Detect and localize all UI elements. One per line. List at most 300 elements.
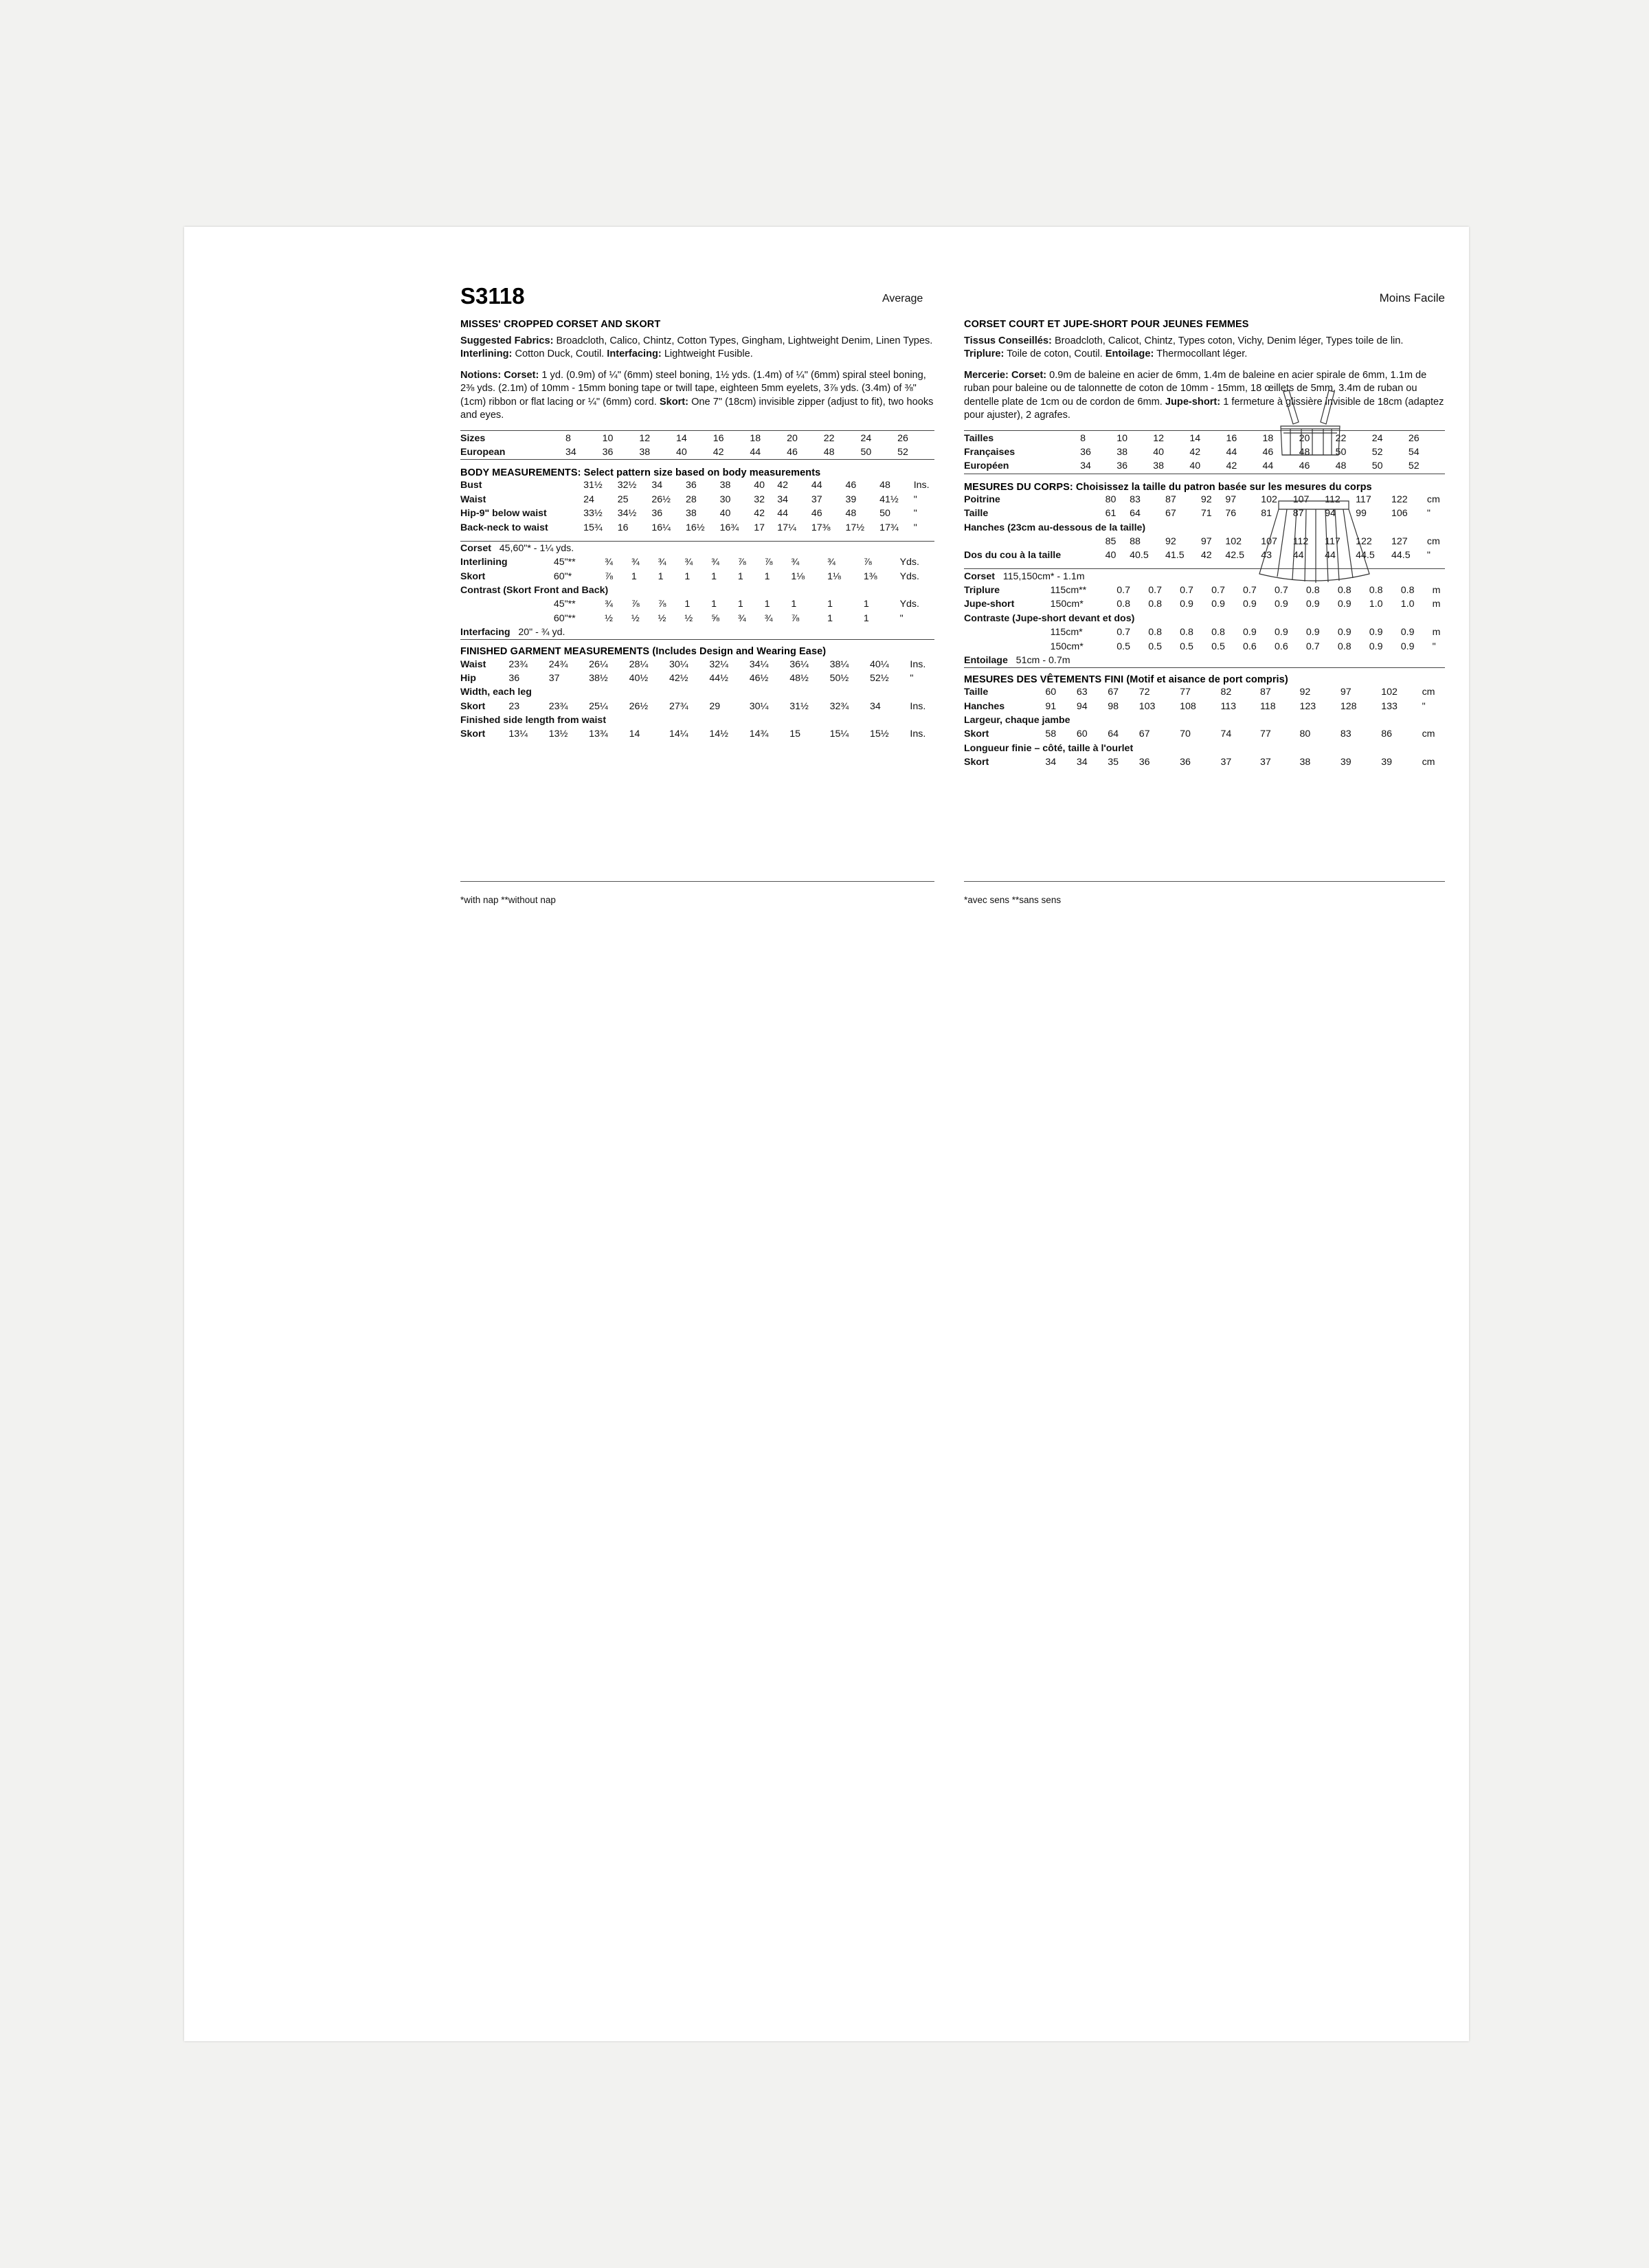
row-label	[964, 535, 1106, 548]
row-width: 60"**	[553, 612, 576, 624]
table-cell: 14¾	[749, 729, 769, 740]
table-row	[964, 727, 1445, 741]
table-cell: 43	[1261, 550, 1272, 562]
row-unit: m	[1432, 627, 1441, 638]
table-cell: 40½	[629, 672, 649, 684]
table-cell: 38	[1299, 757, 1311, 768]
table-cell: 16½	[685, 522, 705, 533]
row-label: Contraste (Jupe-short devant et dos)	[964, 612, 1135, 624]
table-row	[964, 625, 1445, 639]
table-cell: 44	[1325, 550, 1336, 562]
table-cell: 0.8	[1305, 585, 1320, 596]
table-cell: 8	[565, 432, 571, 444]
table-cell: 31½	[789, 700, 809, 712]
table-cell: 16¾	[719, 522, 739, 533]
table-cell: 99	[1356, 508, 1367, 520]
table-cell: 34	[1080, 460, 1091, 472]
table-cell: 18	[1262, 432, 1274, 444]
row-label: Waist	[460, 493, 486, 505]
row-width: 150cm*	[1050, 599, 1084, 610]
table-cell: 1	[684, 570, 691, 582]
table-cell: 35	[1108, 757, 1119, 768]
table-cell: 15¼	[829, 729, 849, 740]
row-unit: cm	[1422, 687, 1435, 698]
row-label: Skort	[964, 729, 989, 740]
table-cell: 0.8	[1337, 585, 1351, 596]
table-row	[460, 478, 934, 492]
table-row	[460, 520, 934, 534]
table-cell: 40	[719, 508, 731, 520]
table-cell: 13¼	[508, 729, 528, 740]
table-cell: 77	[1259, 729, 1271, 740]
table-cell: 52½	[870, 672, 889, 684]
table-cell: 0.9	[1243, 627, 1257, 638]
table-row	[460, 445, 934, 459]
table-cell: 12	[639, 432, 651, 444]
table-cell: ½	[631, 612, 640, 624]
table-cell: 1	[631, 570, 637, 582]
table-cell: 102	[1381, 687, 1398, 698]
table-cell: 34	[651, 480, 663, 491]
table-cell: 23	[508, 700, 520, 712]
table-cell: 0.9	[1305, 627, 1320, 638]
table-cell: ¾	[827, 557, 835, 568]
table-cell: 25	[617, 493, 629, 505]
table-cell: 1⅛	[827, 570, 841, 582]
table-cell: 50	[879, 508, 890, 520]
table-cell: 24¾	[548, 658, 568, 670]
left-footnote: *with nap **without nap	[460, 895, 556, 905]
row-label: Corset 45,60"* - 1¼ yds.	[460, 542, 574, 554]
table-cell: ¾	[684, 557, 693, 568]
table-cell: 36	[1180, 757, 1191, 768]
table-cell: 48	[1299, 447, 1310, 458]
table-cell: 64	[1130, 508, 1141, 520]
table-cell: 0.9	[1337, 599, 1351, 610]
table-cell: 34	[870, 700, 881, 712]
table-cell: 27¾	[669, 700, 688, 712]
table-cell: ½	[684, 612, 693, 624]
table-cell: 25¼	[589, 700, 608, 712]
table-cell: 18	[750, 432, 761, 444]
table-cell: 67	[1165, 508, 1176, 520]
table-cell: 85	[1105, 535, 1117, 547]
row-label: Skort	[964, 757, 989, 768]
row-unit: cm	[1422, 757, 1435, 768]
left-interlining-label: Interlining:	[460, 348, 513, 360]
table-cell: 0.6	[1274, 641, 1288, 652]
table-cell: 28¼	[629, 658, 649, 670]
table-cell: 97	[1225, 493, 1237, 505]
left-interlining-text: Cotton Duck, Coutil.	[512, 348, 607, 360]
table-cell: 41.5	[1165, 550, 1185, 562]
left-size-table	[460, 430, 934, 460]
left-notions-skort-label: Skort:	[659, 396, 689, 408]
left-notions-text: 1 yd. (0.9m) of ¼" (6mm) steel boning, 1½ yds. (1.4m) of ¼" (6mm) spiral steel boning, 2⅜ yds. (2.1m) of 10mm - 15mm boning tape or twill tape, eighteen 5mm eyelets, 3⅞ yds. (3.4m) of ⅜" (1cm) ribbon or flat lacing or ¼" (6mm) cord.	[460, 369, 926, 408]
row-label: Largeur, chaque jambe	[964, 715, 1070, 726]
table-cell: 133	[1381, 700, 1398, 712]
row-label: Tailles	[964, 432, 994, 444]
table-cell: 92	[1200, 493, 1212, 505]
table-cell: 31½	[583, 480, 603, 491]
table-cell: 107	[1292, 493, 1310, 505]
table-cell: 1	[764, 570, 770, 582]
row-label: Hanches	[964, 700, 1005, 712]
table-cell: 0.8	[1211, 627, 1225, 638]
table-cell: 16	[713, 432, 724, 444]
table-cell: ¾	[711, 557, 719, 568]
row-label: Corset 115,150cm* - 1.1m	[964, 570, 1085, 582]
table-cell: 20	[1299, 432, 1310, 444]
right-notions-skort-text: 1 fermeture à glissière invisible de 18cm (adaptez pour ajuster), 2 agrafes.	[964, 396, 1444, 421]
table-cell: 26	[1408, 432, 1420, 444]
table-cell: 0.6	[1243, 641, 1257, 652]
table-cell: 48	[845, 508, 857, 520]
table-cell: 39	[1381, 757, 1392, 768]
row-unit: "	[1426, 550, 1431, 562]
table-cell: 83	[1340, 729, 1351, 740]
table-cell: 22	[823, 432, 835, 444]
table-cell: 118	[1259, 700, 1276, 712]
table-cell: 0.8	[1117, 599, 1131, 610]
row-label: Taille	[964, 508, 989, 520]
row-unit: Ins.	[910, 658, 926, 670]
table-cell: 44.5	[1356, 550, 1375, 562]
table-cell: 12	[1153, 432, 1165, 444]
table-cell: 61	[1105, 508, 1117, 520]
table-cell: 42	[1189, 447, 1201, 458]
table-cell: 0.9	[1274, 599, 1288, 610]
table-cell: 0.8	[1337, 641, 1351, 652]
table-cell: 39	[845, 493, 857, 505]
table-cell: 36	[1117, 460, 1128, 472]
row-label: Sizes	[460, 432, 486, 444]
table-cell: 39	[1340, 757, 1351, 768]
table-cell: 37	[1259, 757, 1271, 768]
row-unit: Ins.	[913, 480, 930, 491]
table-cell: 46	[1299, 460, 1310, 472]
left-fabrics-text: Broadcloth, Calico, Chintz, Cotton Types, Gingham, Lightweight Denim, Linen Types.	[553, 335, 933, 346]
table-cell: 60	[1045, 687, 1057, 698]
table-cell: 20	[787, 432, 798, 444]
table-cell: 67	[1138, 729, 1150, 740]
table-row	[964, 685, 1445, 699]
table-cell: 94	[1076, 700, 1088, 712]
left-yardage-wrap	[460, 541, 934, 641]
table-cell: 46½	[749, 672, 769, 684]
table-cell: 34	[565, 447, 576, 458]
table-cell: 0.5	[1180, 641, 1193, 652]
table-cell: 42	[1226, 460, 1237, 472]
table-cell: 50	[1371, 460, 1383, 472]
table-cell: 38	[719, 480, 731, 491]
table-cell: 112	[1292, 535, 1309, 547]
left-finished-table	[460, 657, 934, 741]
table-cell: 40¼	[870, 658, 889, 670]
left-interfacing-text: Lightweight Fusible.	[661, 348, 753, 360]
left-notions-label: Notions: Corset:	[460, 369, 539, 381]
table-cell: 44	[777, 508, 788, 520]
table-cell: 50½	[829, 672, 849, 684]
table-cell: 16	[617, 522, 629, 533]
pattern-code: S3118	[460, 283, 525, 309]
table-cell: 71	[1200, 508, 1212, 520]
table-cell: 122	[1391, 493, 1408, 505]
row-unit: Yds.	[899, 557, 919, 568]
table-cell: 38½	[589, 672, 608, 684]
table-cell: 70	[1180, 729, 1191, 740]
row-label: Contrast (Skort Front and Back)	[460, 585, 609, 596]
table-cell: 36¼	[789, 658, 809, 670]
table-cell: 40	[1153, 447, 1165, 458]
table-cell: 97	[1200, 535, 1212, 547]
row-label: Longueur finie – côté, taille à l'ourlet	[964, 742, 1134, 754]
table-cell: 28	[685, 493, 697, 505]
table-cell: 108	[1180, 700, 1196, 712]
row-label: Poitrine	[964, 493, 1000, 505]
table-cell: 1	[711, 570, 717, 582]
table-cell: 24	[860, 432, 872, 444]
table-row	[460, 685, 934, 699]
table-cell: 48	[823, 447, 835, 458]
table-cell: 32½	[617, 480, 637, 491]
table-cell: 8	[1080, 432, 1086, 444]
table-row	[460, 713, 934, 727]
table-cell: ½	[658, 612, 666, 624]
table-cell: ¾	[605, 599, 613, 610]
right-notions-skort-label: Jupe-short:	[1165, 396, 1221, 408]
table-cell: 1	[658, 570, 664, 582]
table-cell: 42½	[669, 672, 688, 684]
table-cell: 42	[777, 480, 788, 491]
table-cell: 34	[777, 493, 788, 505]
table-cell: 41½	[879, 493, 899, 505]
table-cell: 1⅛	[791, 570, 805, 582]
table-cell: 1	[764, 599, 770, 610]
table-cell: 26¼	[589, 658, 608, 670]
table-cell: 52	[1408, 460, 1420, 472]
table-row	[460, 555, 934, 569]
table-cell: 36	[602, 447, 614, 458]
instruction-sheet	[184, 227, 1469, 2041]
right-notions-text: 0.9m de baleine en acier de 6mm, 1.4m de baleine en acier spirale de 6mm, 1.1m de ruban pour baleine ou de talonnette de coton de 10mm - 15mm, 18 œillets de 5mm, 3.4m de ruban ou dentelle plate de 1cm ou de cordon de 6mm.	[964, 369, 1427, 408]
table-cell: ⅞	[791, 612, 800, 624]
table-cell: 44	[1226, 447, 1237, 458]
table-cell: 30¼	[669, 658, 688, 670]
table-cell: 0.8	[1148, 627, 1162, 638]
row-unit: m	[1432, 585, 1441, 596]
row-unit: "	[913, 493, 917, 505]
table-cell: 16	[1226, 432, 1237, 444]
row-label: Skort	[460, 729, 486, 740]
table-cell: 15½	[870, 729, 889, 740]
table-cell: 42.5	[1225, 550, 1245, 562]
table-cell: ¾	[764, 612, 773, 624]
row-label: Interfacing 20" - ¾ yd.	[460, 627, 565, 638]
left-fabrics	[460, 335, 934, 362]
row-label: Skort	[460, 700, 486, 712]
divider	[460, 459, 934, 460]
table-row	[460, 431, 934, 445]
table-cell: 76	[1225, 508, 1237, 520]
table-cell: 42	[754, 508, 765, 520]
row-label: Waist	[460, 658, 486, 670]
corset-line-drawing	[1263, 386, 1393, 479]
table-row	[964, 597, 1445, 611]
table-cell: 112	[1325, 493, 1340, 505]
table-cell: 32	[754, 493, 765, 505]
table-row	[964, 742, 1445, 755]
table-cell: 38	[685, 508, 697, 520]
table-cell: 40.5	[1130, 550, 1149, 562]
table-cell: 48	[1335, 460, 1347, 472]
right-interlining-label: Triplure:	[964, 348, 1005, 360]
table-row	[964, 755, 1445, 769]
table-cell: 33½	[583, 508, 603, 520]
table-cell: 16¼	[651, 522, 671, 533]
table-cell: 24	[583, 493, 594, 505]
difficulty-en: Average	[882, 293, 923, 304]
table-cell: 98	[1108, 700, 1119, 712]
row-unit: "	[913, 508, 917, 520]
table-cell: 127	[1391, 535, 1408, 547]
table-cell: 40	[754, 480, 765, 491]
table-cell: 36	[1080, 447, 1091, 458]
table-row	[964, 639, 1445, 653]
right-fabrics	[964, 335, 1445, 362]
table-row	[964, 699, 1445, 713]
row-unit: Yds.	[899, 599, 919, 610]
table-cell: 74	[1220, 729, 1232, 740]
table-cell: 13¾	[589, 729, 608, 740]
table-cell: ⅞	[658, 599, 666, 610]
table-cell: 34	[1076, 757, 1088, 768]
table-cell: 72	[1138, 687, 1150, 698]
row-width: 115cm*	[1050, 627, 1083, 638]
table-cell: 1	[684, 599, 691, 610]
table-cell: 1⅜	[863, 570, 877, 582]
table-cell: 77	[1180, 687, 1191, 698]
table-cell: 36	[1138, 757, 1150, 768]
table-cell: 40	[1105, 550, 1117, 562]
left-body-heading: BODY MEASUREMENTS: Select pattern size based on body measurements	[460, 467, 821, 479]
table-cell: 0.7	[1211, 585, 1225, 596]
table-cell: 128	[1340, 700, 1357, 712]
table-cell: 15	[789, 729, 800, 740]
table-cell: 44	[811, 480, 822, 491]
table-cell: 22	[1335, 432, 1347, 444]
row-width: 45"**	[553, 599, 576, 610]
row-unit: "	[913, 522, 917, 533]
table-cell: 17¼	[777, 522, 796, 533]
row-unit: "	[1422, 700, 1426, 712]
table-cell: 34¼	[749, 658, 769, 670]
table-cell: 0.7	[1243, 585, 1257, 596]
difficulty-fr: Moins Facile	[1379, 291, 1445, 304]
table-cell: 40	[676, 447, 687, 458]
table-cell: 117	[1356, 493, 1371, 505]
table-cell: 0.7	[1274, 585, 1288, 596]
table-cell: 46	[1262, 447, 1274, 458]
right-interfacing-text: Thermocollant léger.	[1154, 348, 1248, 360]
table-cell: 10	[1117, 432, 1128, 444]
table-cell: 24	[1371, 432, 1383, 444]
right-fabrics-label: Tissus Conseillés:	[964, 335, 1052, 346]
table-cell: 80	[1105, 493, 1117, 505]
table-cell: 122	[1356, 535, 1372, 547]
table-cell: 1	[737, 570, 743, 582]
table-cell: 37	[811, 493, 822, 505]
row-label	[964, 639, 1051, 653]
table-cell: 1	[791, 599, 797, 610]
table-cell: 1	[711, 599, 717, 610]
table-cell: 23¾	[548, 700, 568, 712]
right-finished-heading: MESURES DES VÊTEMENTS FINI (Motif et aisance de port compris)	[964, 674, 1288, 686]
left-interfacing-label: Interfacing:	[607, 348, 662, 360]
table-cell: 32¼	[709, 658, 728, 670]
row-width: 45"**	[553, 557, 576, 568]
row-unit: Yds.	[899, 570, 919, 582]
table-cell: 1	[827, 612, 833, 624]
table-cell: 36	[508, 672, 520, 684]
right-finished-table	[964, 685, 1445, 769]
table-cell: 58	[1045, 729, 1057, 740]
table-cell: ⅞	[631, 599, 640, 610]
table-row	[964, 713, 1445, 727]
table-cell: 50	[1335, 447, 1347, 458]
row-unit: Ins.	[910, 700, 926, 712]
table-cell: 81	[1261, 508, 1272, 520]
table-cell: 64	[1108, 729, 1119, 740]
table-cell: 50	[860, 447, 872, 458]
table-row	[460, 507, 934, 520]
left-title: MISSES' CROPPED CORSET AND SKORT	[460, 319, 661, 330]
table-cell: 87	[1292, 508, 1304, 520]
table-cell: 0.5	[1148, 641, 1162, 652]
table-cell: 83	[1130, 493, 1141, 505]
table-cell: 97	[1340, 687, 1351, 698]
table-cell: 0.7	[1180, 585, 1193, 596]
table-cell: 26½	[629, 700, 649, 712]
table-cell: 36	[685, 480, 697, 491]
table-row	[460, 625, 934, 639]
table-row	[460, 569, 934, 583]
row-unit: "	[899, 612, 904, 624]
table-cell: 13½	[548, 729, 568, 740]
table-cell: 92	[1299, 687, 1311, 698]
table-row	[964, 612, 1445, 625]
table-cell: 0.9	[1337, 627, 1351, 638]
table-cell: ⅞	[863, 557, 872, 568]
row-label: Skort	[460, 570, 486, 582]
right-fabrics-text: Broadcloth, Calicot, Chintz, Types coton, Vichy, Denim léger, Types toile de lin.	[1051, 335, 1404, 346]
row-unit: "	[1432, 641, 1436, 652]
table-cell: 44½	[709, 672, 728, 684]
row-unit: "	[910, 672, 914, 684]
table-row	[460, 597, 934, 611]
row-label: Back-neck to waist	[460, 522, 548, 533]
row-label: Width, each leg	[460, 687, 532, 698]
table-cell: ⅞	[764, 557, 773, 568]
table-cell: 17⅜	[811, 522, 831, 533]
table-cell: 54	[1408, 447, 1420, 458]
table-cell: 0.9	[1400, 627, 1415, 638]
table-row	[460, 493, 934, 507]
table-cell: 30¼	[749, 700, 769, 712]
table-cell: 102	[1261, 493, 1277, 505]
right-notions-label: Mercerie: Corset:	[964, 369, 1047, 381]
table-cell: 37	[1220, 757, 1232, 768]
